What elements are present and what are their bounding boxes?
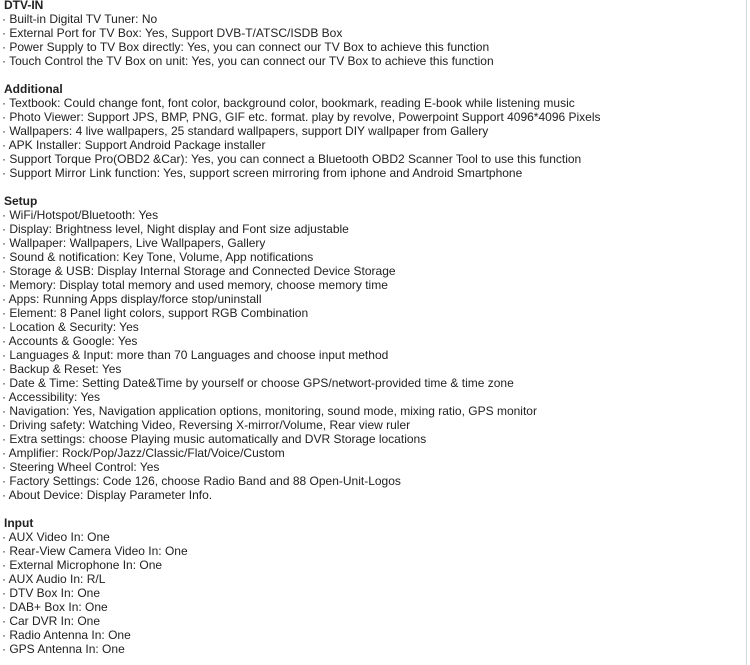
list-item: · Languages & Input: more than 70 Languages and choose input method — [2, 348, 389, 362]
list-item: · GPS Antenna In: One — [2, 642, 125, 656]
list-item: · Accounts & Google: Yes — [2, 334, 138, 348]
list-item: · Support Torque Pro(OBD2 &Car): Yes, you can connect a Bluetooth OBD2 Scanner Tool to use this function — [2, 152, 582, 166]
list-item: · External Microphone In: One — [2, 558, 163, 572]
section-title: DTV-IN — [4, 0, 44, 12]
list-item: · Display: Brightness level, Night display and Font size adjustable — [2, 222, 349, 236]
list-item: · Photo Viewer: Support JPS, BMP, PNG, GIF etc. format. play by revolve, Powerpoint Support 4096*4096 Pixels — [2, 110, 601, 124]
list-item: · Factory Settings: Code 126, choose Radio Band and 88 Open-Unit-Logos — [2, 474, 401, 488]
section-title: Additional — [4, 82, 63, 96]
spec-document — [2, 0, 742, 656]
list-item: · Power Supply to TV Box directly: Yes, you can connect our TV Box to achieve this function — [2, 40, 490, 54]
list-item: · APK Installer: Support Android Package installer — [2, 138, 266, 152]
spacer — [2, 68, 742, 82]
list-item: · Steering Wheel Control: Yes — [2, 460, 160, 474]
list-item: · Backup & Reset: Yes — [2, 362, 122, 376]
list-item: · AUX Video In: One — [2, 530, 110, 544]
section-input — [2, 516, 742, 656]
list-item: · Rear-View Camera Video In: One — [2, 544, 188, 558]
list-item: · Location & Security: Yes — [2, 320, 139, 334]
list-item: · WiFi/Hotspot/Bluetooth: Yes — [2, 208, 159, 222]
list-item: · Wallpaper: Wallpapers, Live Wallpapers, Gallery — [2, 236, 266, 250]
list-item: · Driving safety: Watching Video, Reversing X-mirror/Volume, Rear view ruler — [2, 418, 411, 432]
section-title: Setup — [4, 194, 38, 208]
spacer — [2, 180, 742, 194]
list-item: · Sound & notification: Key Tone, Volume, App notifications — [2, 250, 314, 264]
list-item: · About Device: Display Parameter Info. — [2, 488, 213, 502]
list-item: · Accessibility: Yes — [2, 390, 101, 404]
list-item: · Memory: Display total memory and used memory, choose memory time — [2, 278, 388, 292]
section-title: Input — [4, 516, 34, 530]
list-item: · Wallpapers: 4 live wallpapers, 25 standard wallpapers, support DIY wallpaper from Gallery — [2, 124, 489, 138]
list-item: · Date & Time: Setting Date&Time by yourself or choose GPS/networt-provided time & time zone — [2, 376, 514, 390]
list-item: · Radio Antenna In: One — [2, 628, 131, 642]
list-item: · Storage & USB: Display Internal Storage and Connected Device Storage — [2, 264, 396, 278]
list-item: · Navigation: Yes, Navigation application options, monitoring, sound mode, mixing ratio, GPS monitor — [2, 404, 537, 418]
list-item: · Touch Control the TV Box on unit: Yes, you can connect our TV Box to achieve this function — [2, 54, 494, 68]
list-item: · Support Mirror Link function: Yes, support screen mirroring from iphone and Android Smartphone — [2, 166, 523, 180]
list-item: · AUX Audio In: R/L — [2, 572, 106, 586]
list-item: · DAB+ Box In: One — [2, 600, 108, 614]
list-item: · Car DVR In: One — [2, 614, 101, 628]
list-item: · Element: 8 Panel light colors, support RGB Combination — [2, 306, 309, 320]
section-setup — [2, 194, 742, 502]
section-additional — [2, 82, 742, 180]
spacer — [2, 502, 742, 516]
list-item: · DTV Box In: One — [2, 586, 101, 600]
list-item: · External Port for TV Box: Yes, Support DVB-T/ATSC/ISDB Box — [2, 26, 343, 40]
list-item: · Apps: Running Apps display/force stop/uninstall — [2, 292, 262, 306]
list-item: · Amplifier: Rock/Pop/Jazz/Classic/Flat/Voice/Custom — [2, 446, 285, 460]
section-dtv-in — [2, 0, 742, 68]
list-item: · Built-in Digital TV Tuner: No — [2, 12, 158, 26]
list-item: · Extra settings: choose Playing music automatically and DVR Storage locations — [2, 432, 427, 446]
list-item: · Textbook: Could change font, font color, background color, bookmark, reading E-book while listening music — [2, 96, 575, 110]
right-border — [746, 0, 747, 665]
